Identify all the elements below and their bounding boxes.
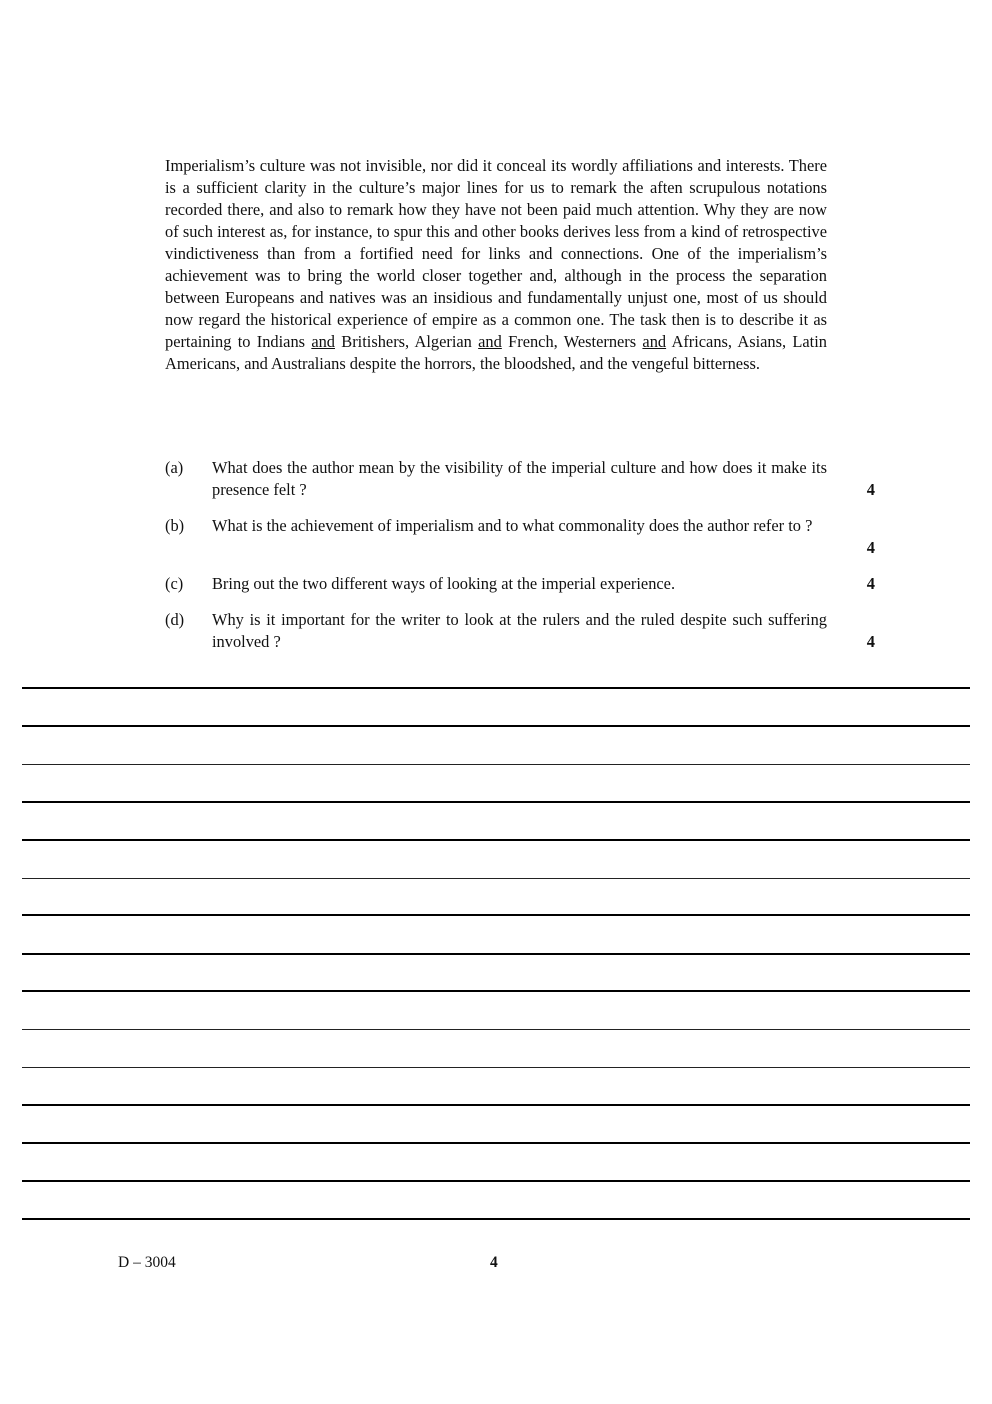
answer-line	[22, 953, 970, 955]
passage-and-2: and	[478, 332, 502, 351]
answer-line	[22, 1142, 970, 1144]
passage-text-1: Imperialism’s culture was not invisible, nor did it conceal its wordly affiliations and interests. There is a sufficient clarity in the culture’s major lines for us to remark the aften scrupulous notations recorded there, and also to remark how they have not been paid much attention. Why they are now of such interest as, for instance, to spur this and other books derives less from a kind of retrospective vindictiveness than from a fortified need for links and connections. One of the imperialism’s achievement was to bring the world closer together and, although in the process the separation between Europeans and natives was an insidious and fundamentally unjust one, most of us should now regard the historical experience of empire as a common one. The task then is to describe it as pertaining to Indians	[165, 156, 827, 351]
answer-line	[22, 878, 970, 879]
answer-line	[22, 1180, 970, 1182]
answer-line	[22, 1067, 970, 1068]
reading-passage	[165, 155, 827, 375]
question-marks: 4	[866, 632, 875, 651]
page-number: 4	[490, 1254, 498, 1271]
question-c	[165, 573, 877, 595]
question-b	[165, 515, 877, 559]
answer-line	[22, 914, 970, 916]
answer-line	[22, 1029, 970, 1030]
question-label: (c)	[165, 574, 184, 593]
question-text: What does the author mean by the visibility of the imperial culture and how does it make its presence felt ?	[212, 458, 827, 499]
answer-line	[22, 764, 970, 765]
passage-text-3: French, Westerners	[501, 332, 643, 351]
answer-line	[22, 1218, 970, 1220]
question-marks: 4	[866, 574, 875, 593]
question-d	[165, 609, 877, 653]
answer-line	[22, 1104, 970, 1106]
passage-and-1: and	[311, 332, 335, 351]
question-text: What is the achievement of imperialism and to what commonality does the author refer to ?	[212, 516, 813, 535]
answer-line	[22, 839, 970, 841]
paper-code: D – 3004	[118, 1254, 176, 1271]
answer-line	[22, 801, 970, 803]
passage-text-2: Britishers, Algerian	[335, 332, 479, 351]
passage-text-4: Africans, Asians, Latin Americans, and Australians despite the horrors, the bloodshed, and the vengeful bitterness.	[165, 332, 827, 373]
question-a	[165, 457, 877, 501]
question-label: (a)	[165, 458, 184, 477]
question-label: (d)	[165, 610, 185, 629]
answer-line	[22, 990, 970, 992]
question-marks: 4	[866, 538, 875, 557]
answer-line	[22, 687, 970, 689]
passage-and-3: and	[642, 332, 667, 351]
question-text: Why is it important for the writer to look at the rulers and the ruled despite such suffering involved ?	[212, 610, 827, 651]
question-marks: 4	[866, 480, 875, 499]
answer-line	[22, 725, 970, 727]
question-text: Bring out the two different ways of looking at the imperial experience.	[212, 574, 676, 593]
question-label: (b)	[165, 516, 185, 535]
